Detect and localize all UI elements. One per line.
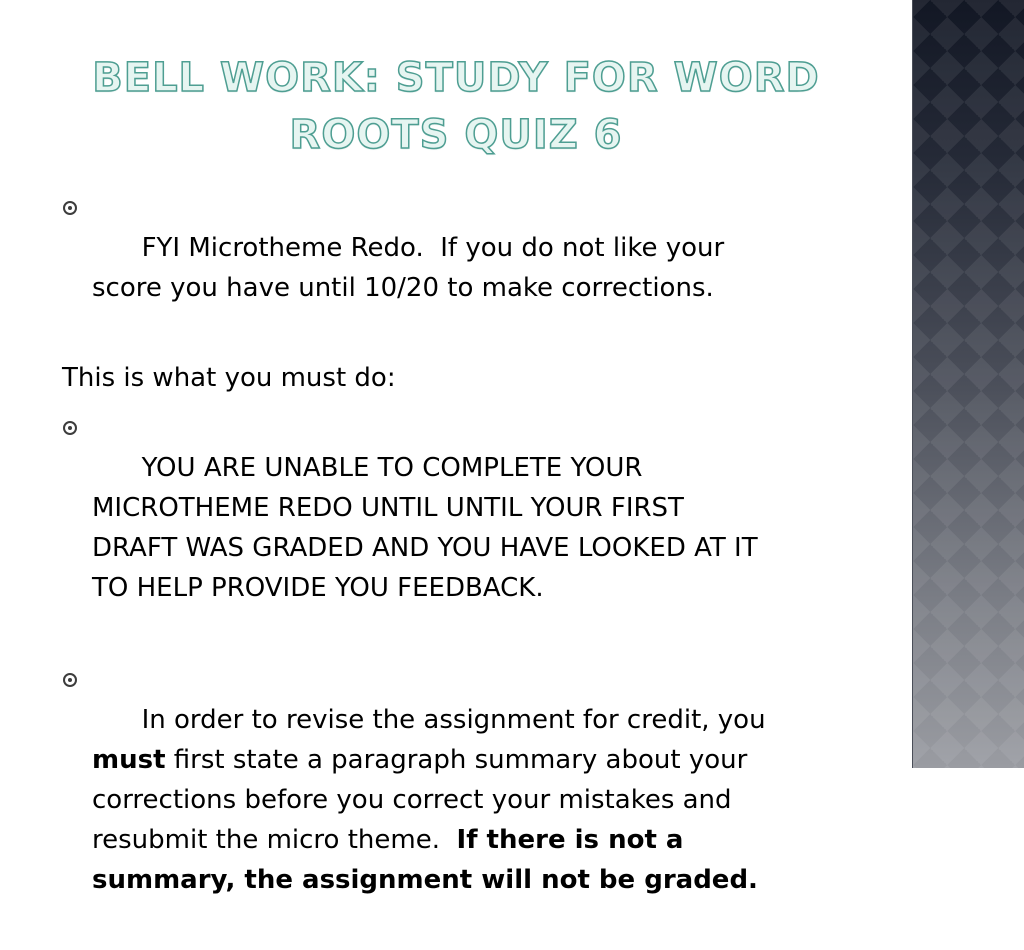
bullet-item-microtheme-redo <box>0 188 900 348</box>
title-line-2: ROOTS QUIZ 6 <box>289 112 623 158</box>
intro-text: This is what you must do: <box>62 363 396 393</box>
bullet-text: YOU ARE UNABLE TO COMPLETE YOUR MICROTHEME REDO UNTIL UNTIL YOUR FIRST DRAFT WAS GRADED AND YOU HAVE LOOKED AT IT TO HELP PROVIDE YOU FEEDBACK. <box>92 453 758 603</box>
circled-dot-bullet-icon <box>63 201 77 215</box>
bullet-text-emphasis-warning: If there is not a summary, the assignment will not be graded. <box>92 825 758 895</box>
bullet-text-emphasis-must: must <box>92 745 166 775</box>
bullet-text-part3: first state a paragraph summary about your corrections before you correct your mistakes and resubmit the micro theme. <box>92 745 748 855</box>
slide-title <box>0 50 912 164</box>
bullet-item-revise-assignment <box>0 660 900 940</box>
title-line-1: BELL WORK: STUDY FOR WORD <box>92 55 820 101</box>
intro-line <box>0 358 900 398</box>
bullet-text: FYI Microtheme Redo. If you do not like your score you have until 10/20 to make corrections. <box>92 233 725 303</box>
decorative-side-panel <box>912 0 1024 768</box>
circled-dot-bullet-icon <box>63 673 77 687</box>
bullet-text-part1: In order to revise the assignment for credit, you <box>141 705 766 735</box>
circled-dot-bullet-icon <box>63 421 77 435</box>
bullet-item-unable-to-complete <box>0 408 900 648</box>
slide-body <box>0 188 900 950</box>
